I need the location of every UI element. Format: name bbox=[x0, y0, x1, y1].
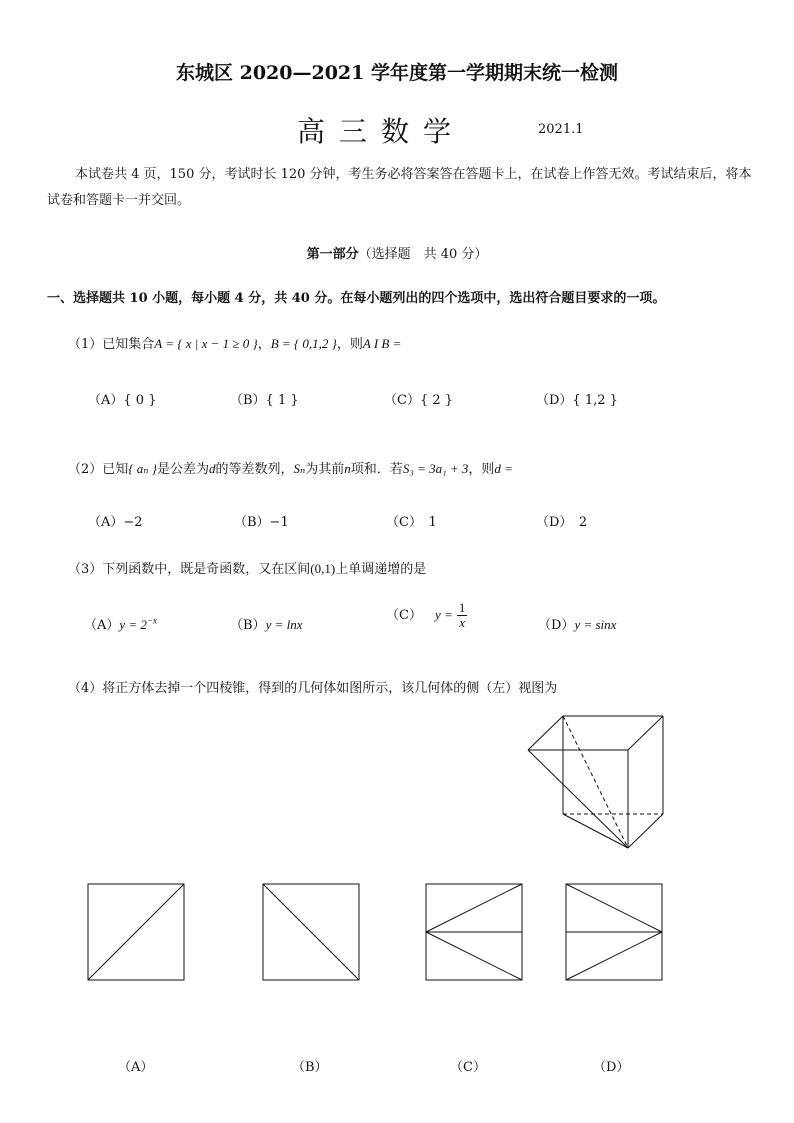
option-expression: y = lnx bbox=[265, 617, 303, 632]
set-a-expression: A = { x | x − 1 ≥ 0 } bbox=[154, 336, 258, 351]
question-2 bbox=[68, 458, 513, 477]
q3-option-b[interactable] bbox=[230, 614, 303, 633]
q4-option-a-figure[interactable] bbox=[87, 883, 186, 982]
exam-title: 东城区 2020—2021 学年度第一学期期末统一检测 bbox=[176, 62, 618, 84]
q4-option-d-label[interactable]: （D） bbox=[593, 1060, 630, 1075]
question-1 bbox=[68, 333, 401, 352]
figure-edge bbox=[528, 716, 563, 750]
solid-figure bbox=[520, 710, 670, 855]
q4-option-d-figure[interactable] bbox=[565, 883, 664, 982]
fraction bbox=[457, 601, 468, 630]
question-text: 项和．若 bbox=[350, 462, 403, 477]
q4-option-a-label[interactable]: （A） bbox=[118, 1060, 154, 1075]
option-exponent: −x bbox=[146, 615, 158, 626]
q1-option-c[interactable]: （C）{ 2 } bbox=[384, 393, 454, 408]
q3-option-d[interactable] bbox=[538, 614, 616, 633]
option-label: （D） bbox=[538, 618, 575, 633]
question-text: ，则 bbox=[336, 337, 363, 352]
question-text: 下列函数中，既是奇函数，又在区间 bbox=[102, 562, 311, 577]
q1-option-d[interactable]: （D）{ 1,2 } bbox=[536, 393, 618, 408]
figure-edge bbox=[563, 814, 628, 848]
q4-option-c-figure[interactable] bbox=[425, 883, 524, 982]
section-heading: 一、选择题共 10 小题，每小题 4 分，共 40 分。在每小题列出的四个选项中，选出符合题目要求的一项。 bbox=[47, 291, 666, 306]
option-expression: y = 2 bbox=[119, 617, 147, 632]
figure-hidden-edge bbox=[563, 716, 628, 848]
question-3 bbox=[68, 558, 426, 577]
question-text: 的等差数列， bbox=[215, 462, 294, 477]
figure-edge bbox=[528, 750, 628, 848]
diagonal-line bbox=[566, 884, 662, 932]
condition-expression: S₃ = 3a₁ + 3 bbox=[402, 461, 469, 476]
sequence-expression: { aₙ } bbox=[128, 461, 157, 476]
variable-n: n bbox=[344, 461, 351, 476]
q2-option-c[interactable]: （C） 1 bbox=[386, 515, 437, 530]
figure-edge bbox=[628, 716, 663, 750]
question-number: （2） bbox=[68, 462, 103, 477]
part-note: （选择题 共 40 分） bbox=[358, 247, 488, 262]
question-number: （1） bbox=[68, 337, 103, 352]
option-label: （A） bbox=[84, 618, 120, 633]
q4-option-b-label[interactable]: （B） bbox=[292, 1060, 328, 1075]
question-text: 为其前 bbox=[305, 462, 345, 477]
question-text: 已知集合 bbox=[102, 337, 155, 352]
q4-option-c-label[interactable]: （C） bbox=[450, 1060, 486, 1075]
question-text: 已知 bbox=[102, 462, 129, 477]
q1-option-b[interactable]: （B）{ 1 } bbox=[230, 393, 299, 408]
q2-option-a[interactable]: （A）−2 bbox=[88, 515, 143, 530]
question-text: ，则 bbox=[468, 462, 495, 477]
question-text: 上单调递增的是 bbox=[335, 562, 427, 577]
variable-d: d bbox=[208, 461, 216, 476]
option-label: （C） bbox=[386, 608, 422, 623]
interval-expression: (0,1) bbox=[310, 561, 336, 576]
diagonal-line bbox=[88, 884, 184, 980]
question-4 bbox=[68, 677, 557, 696]
exam-instructions: 本试卷共 4 页，150 分，考试时长 120 分钟，考生务必将答案答在答题卡上，在试卷上作答无效。考试结束后，将本试卷和答题卡一并交回。 bbox=[47, 167, 752, 208]
q4-option-b-figure[interactable] bbox=[262, 883, 361, 982]
question-number: （4） bbox=[68, 681, 103, 696]
diagonal-line bbox=[426, 932, 522, 980]
q3-option-a[interactable] bbox=[84, 614, 157, 633]
q3-option-c[interactable] bbox=[386, 601, 467, 630]
question-ask: A I B = bbox=[362, 336, 402, 351]
part-heading bbox=[0, 243, 794, 262]
option-label: （B） bbox=[230, 618, 266, 633]
diagonal-line bbox=[426, 884, 522, 932]
q2-option-d[interactable]: （D） 2 bbox=[536, 515, 588, 530]
diagonal-line bbox=[263, 884, 359, 980]
variable-sn: Sₙ bbox=[293, 461, 306, 476]
fraction-denominator: x bbox=[459, 615, 466, 630]
set-b-expression: B = { 0,1,2 } bbox=[270, 336, 337, 351]
question-text: 将正方体去掉一个四棱锥，得到的几何体如图所示，该几何体的侧（左）视图为 bbox=[102, 681, 558, 696]
figure-edge bbox=[628, 814, 663, 848]
option-expression: y = bbox=[434, 607, 453, 622]
subject-title: 高三数学 bbox=[297, 115, 466, 148]
question-text: 是公差为 bbox=[156, 462, 209, 477]
question-ask: d = bbox=[494, 461, 513, 476]
q2-option-b[interactable]: （B）−1 bbox=[234, 515, 289, 530]
diagonal-line bbox=[566, 932, 662, 980]
option-expression: y = sinx bbox=[574, 617, 617, 632]
fraction-numerator: 1 bbox=[458, 600, 466, 615]
question-number: （3） bbox=[68, 562, 103, 577]
question-text: ， bbox=[257, 337, 271, 352]
exam-date: 2021.1 bbox=[538, 122, 584, 137]
part-title: 第一部分 bbox=[306, 247, 359, 262]
q1-option-a[interactable]: （A）{ 0 } bbox=[88, 393, 157, 408]
